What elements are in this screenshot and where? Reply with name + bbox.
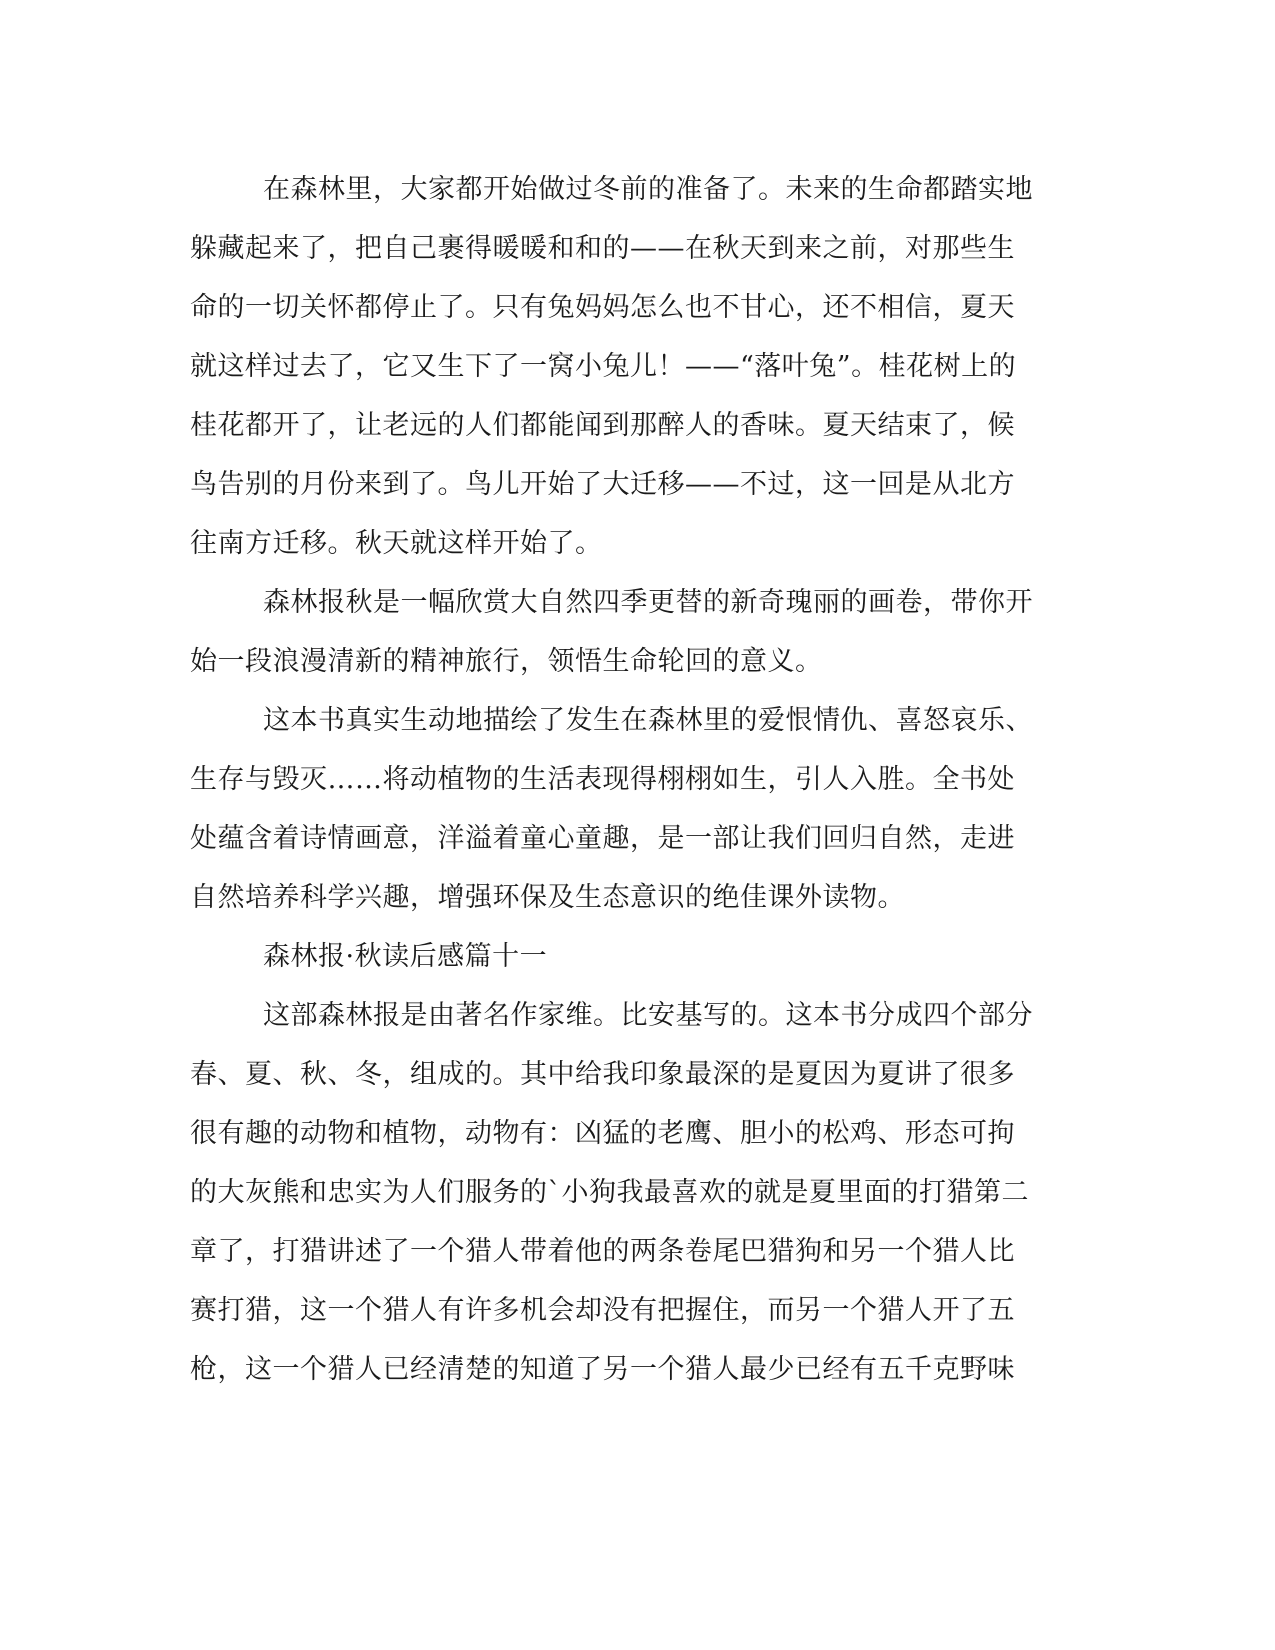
text-line: 命的一切关怀都停止了。只有兔妈妈怎么也不甘心，还不相信，夏天	[190, 292, 1015, 323]
text-line: 桂花都开了，让老远的人们都能闻到那醉人的香味。夏天结束了，候	[190, 410, 1015, 441]
section-title: 森林报·秋读后感篇十一	[263, 941, 548, 972]
text-line: 森林报秋是一幅欣赏大自然四季更替的新奇瑰丽的画卷，带你开	[263, 587, 1033, 618]
text-line: 往南方迁移。秋天就这样开始了。	[190, 528, 603, 559]
text-line: 在森林里，大家都开始做过冬前的准备了。未来的生命都踏实地	[263, 174, 1033, 205]
section-heading	[190, 927, 1080, 986]
text-line: 春、夏、秋、冬，组成的。其中给我印象最深的是夏因为夏讲了很多	[190, 1059, 1015, 1090]
text-line: 的大灰熊和忠实为人们服务的`小狗我最喜欢的就是夏里面的打猎第二	[190, 1177, 1029, 1208]
text-line: 始一段浪漫清新的精神旅行，领悟生命轮回的意义。	[190, 646, 823, 677]
paragraph-book-summary	[190, 573, 1080, 691]
text-line: 枪，这一个猎人已经清楚的知道了另一个猎人最少已经有五千克野味	[190, 1354, 1015, 1385]
text-line: 赛打猎，这一个猎人有许多机会却没有把握住，而另一个猎人开了五	[190, 1295, 1015, 1326]
text-line: 自然培养科学兴趣，增强环保及生态意识的绝佳课外读物。	[190, 882, 905, 913]
text-line: 很有趣的动物和植物，动物有：凶猛的老鹰、胆小的松鸡、形态可拘	[190, 1118, 1015, 1149]
text-line: 就这样过去了，它又生下了一窝小兔儿！——“落叶兔”。桂花树上的	[190, 351, 1017, 382]
text-line: 章了，打猎讲述了一个猎人带着他的两条卷尾巴猎狗和另一个猎人比	[190, 1236, 1015, 1267]
text-line: 这本书真实生动地描绘了发生在森林里的爱恨情仇、喜怒哀乐、	[263, 705, 1033, 736]
text-line: 这部森林报是由著名作家维。比安基写的。这本书分成四个部分	[263, 1000, 1033, 1031]
text-line: 鸟告别的月份来到了。鸟儿开始了大迁移——不过，这一回是从北方	[190, 469, 1015, 500]
paragraph-essay-eleven	[190, 986, 1080, 1399]
paragraph-book-description	[190, 691, 1080, 927]
paragraph-forest-autumn-intro	[190, 160, 1080, 573]
text-line: 处蕴含着诗情画意，洋溢着童心童趣，是一部让我们回归自然，走进	[190, 823, 1015, 854]
text-line: 躲藏起来了，把自己裹得暖暖和和的——在秋天到来之前，对那些生	[190, 233, 1015, 264]
text-line: 生存与毁灭……将动植物的生活表现得栩栩如生，引人入胜。全书处	[190, 764, 1015, 795]
document-body	[190, 160, 1080, 1399]
